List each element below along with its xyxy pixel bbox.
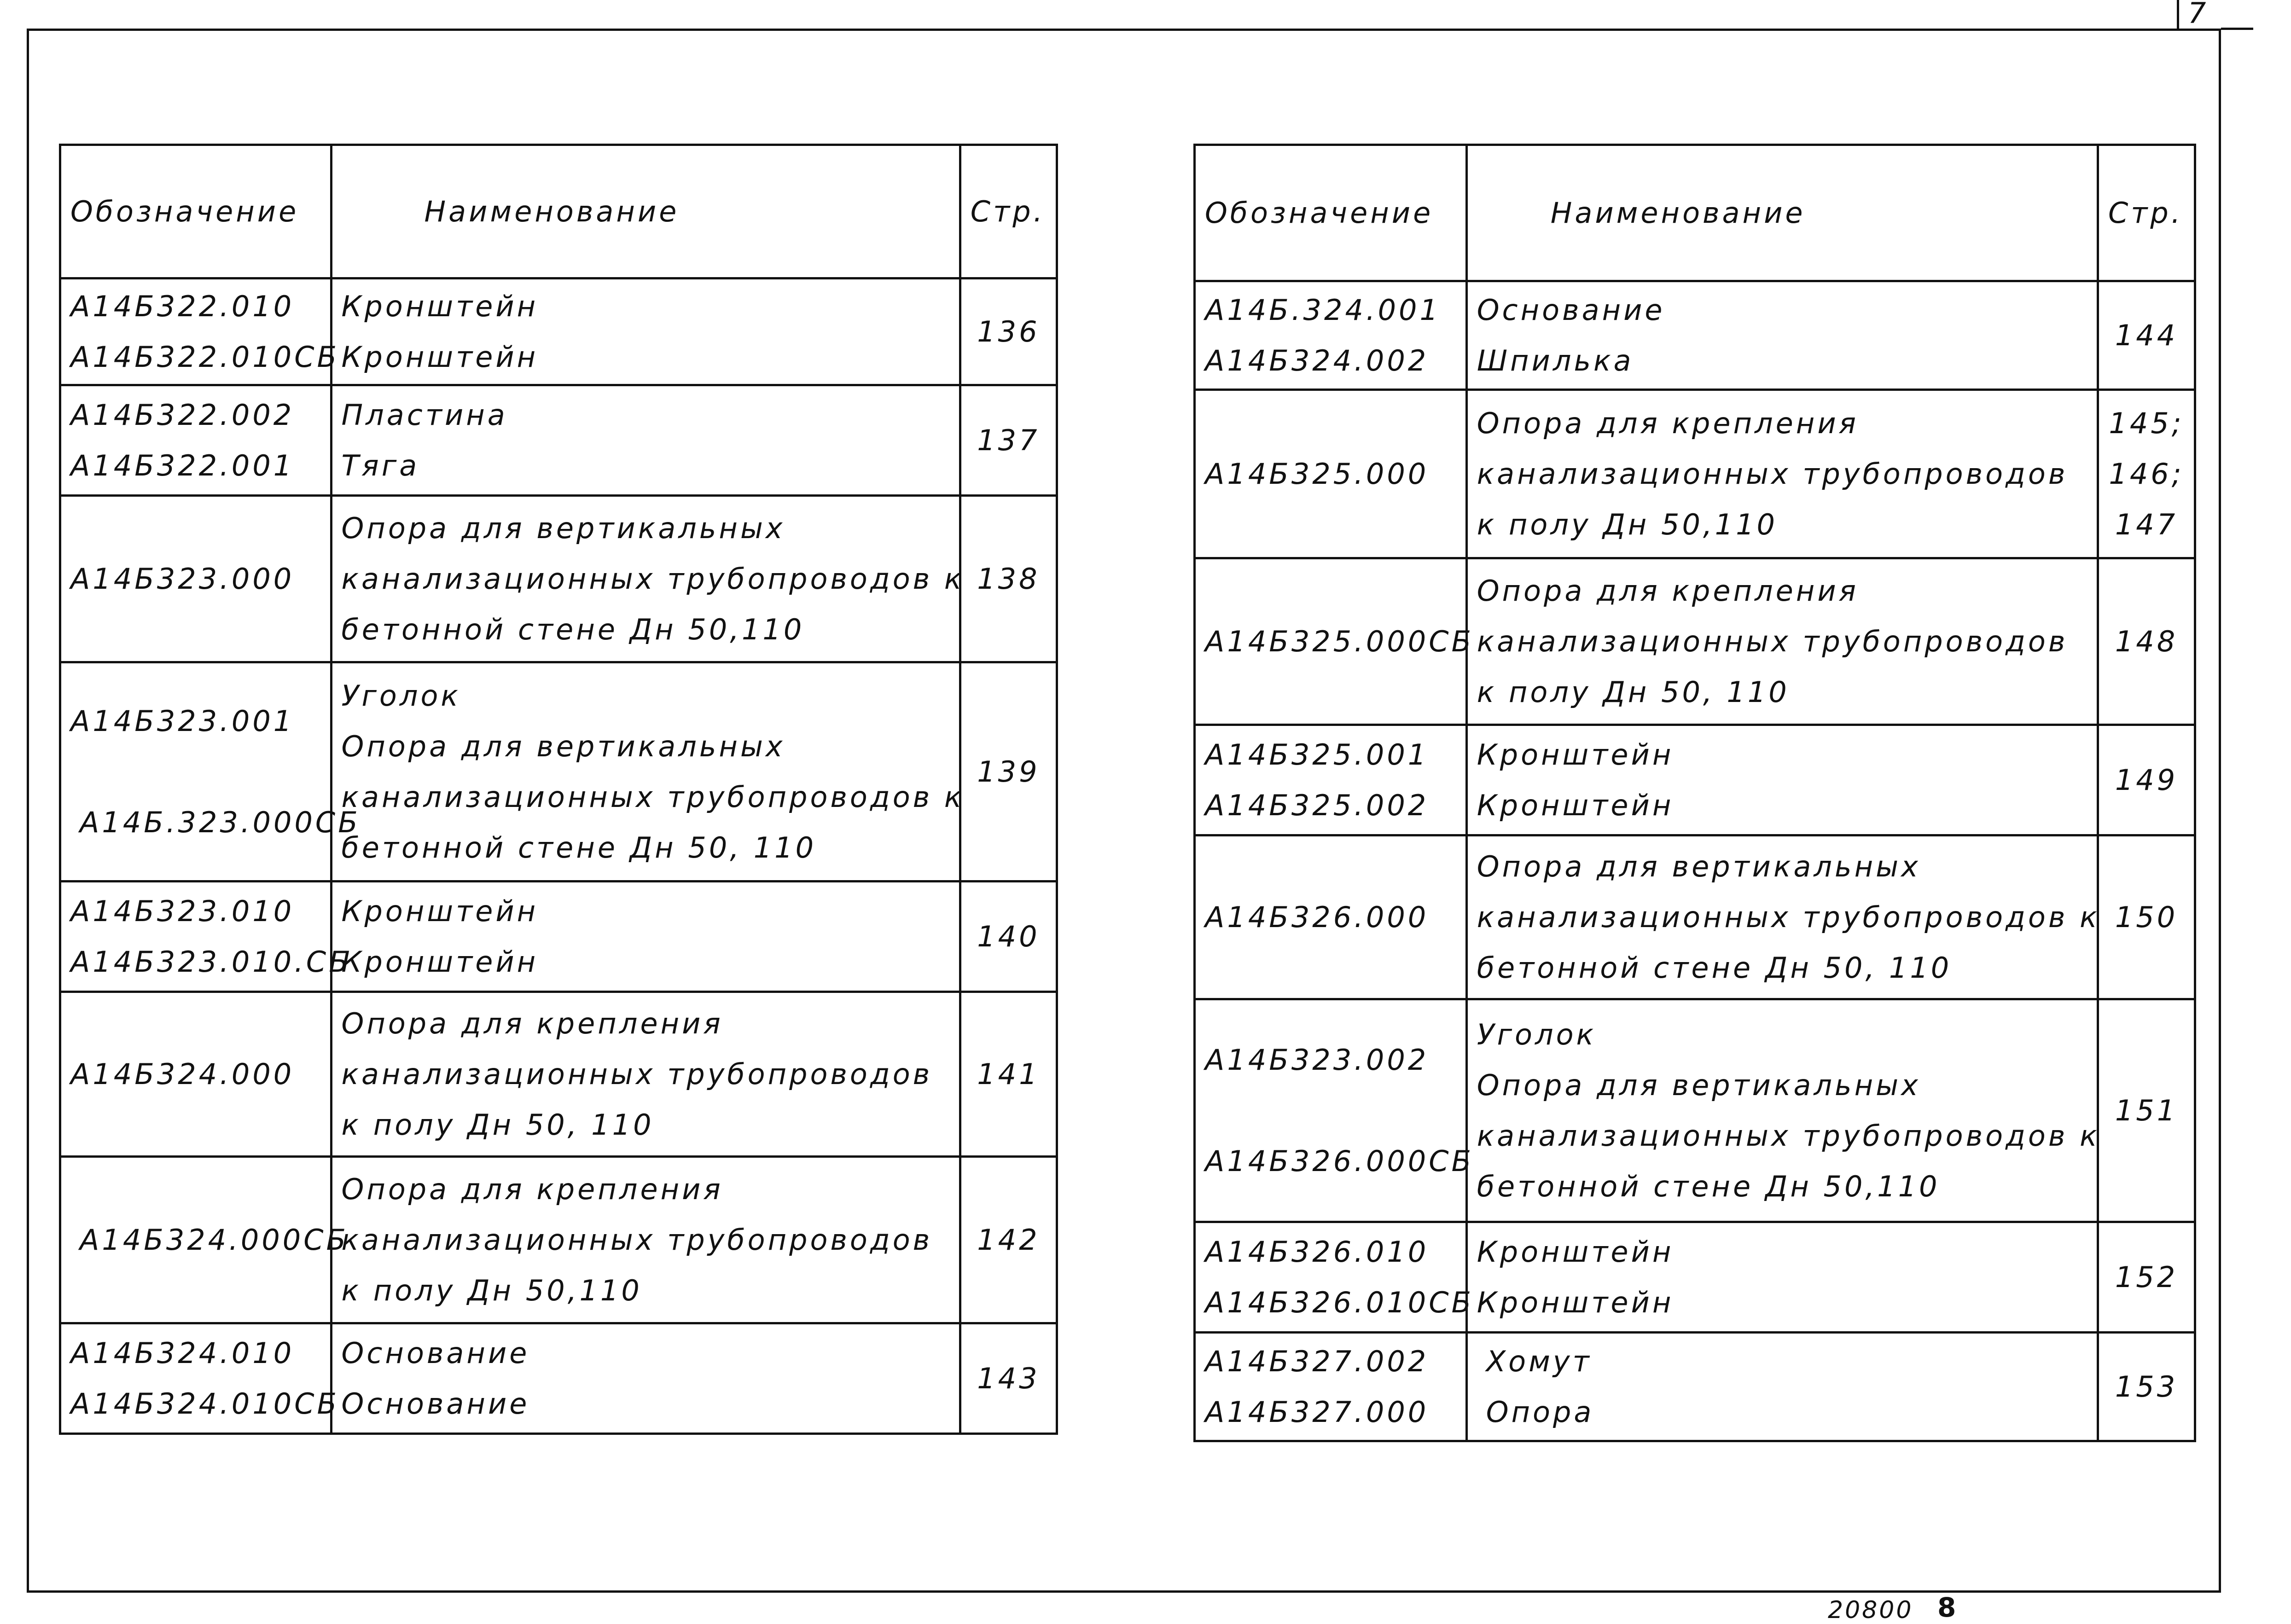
row-code: А14Б324.002 [1205, 343, 1429, 377]
row-codes [60, 662, 361, 882]
row-code: А14Б323.010.СБ [70, 945, 351, 979]
row-page: 142 [960, 1157, 1057, 1323]
row-code: А14Б324.010 [70, 1336, 295, 1370]
table-row [60, 662, 1057, 882]
row-page-value: 152 [2115, 1260, 2178, 1294]
table-row [1195, 999, 2195, 1222]
row-names [1466, 1222, 2098, 1333]
row-code: А14Б322.010СБ [70, 340, 340, 374]
row-codes [1195, 1333, 1467, 1441]
header-code: Обозначение [1195, 145, 1467, 281]
row-name: Кронштейн [341, 945, 539, 979]
row-codes [1195, 999, 1474, 1222]
row-pages [2098, 390, 2195, 558]
row-names [1466, 999, 2098, 1222]
row-name: бетонной стене Дн 50, 110 [341, 830, 817, 864]
row-page: 136 [960, 278, 1057, 385]
row-name: Уголок [1477, 1017, 1596, 1051]
row-name: канализационных трубопроводов к [1477, 900, 2100, 934]
header-name: Наименование [1466, 145, 2098, 281]
row-page-value: 153 [2115, 1369, 2178, 1404]
row-names [1466, 725, 2098, 835]
row-names [1466, 558, 2098, 725]
row-codes [60, 882, 351, 992]
row-name: Основание [341, 1386, 530, 1421]
row-name: к полу Дн 50, 110 [1477, 675, 1790, 709]
row-code: А14Б325.000СБ [1205, 624, 1474, 658]
spec-table-left [59, 144, 1058, 1435]
row-code: А14Б326.000 [1205, 900, 1429, 934]
row-names [331, 882, 960, 992]
row-code: А14Б326.000СБ [1205, 1144, 1474, 1178]
row-page-value: 145; [2109, 406, 2184, 440]
row-code: А14Б.324.001 [1205, 293, 1441, 327]
row-name: Опора для крепления [341, 1006, 723, 1040]
row-codes [1195, 281, 1467, 390]
table-header-row [1195, 145, 2195, 281]
row-codes [60, 278, 340, 385]
table-row [60, 1323, 1057, 1434]
row-name: Опора для крепления [341, 1172, 723, 1206]
row-page-value: 146; [2109, 457, 2184, 491]
row-code: А14Б325.000 [1205, 457, 1429, 491]
row-page [2098, 1222, 2195, 1333]
row-code [70, 747, 321, 797]
row-code: А14Б327.000 [1205, 1395, 1429, 1429]
row-name: бетонной стене Дн 50,110 [1477, 1169, 1940, 1203]
row-names [331, 992, 960, 1157]
row-codes [60, 1323, 340, 1434]
row-name: Кронштейн [341, 289, 539, 323]
row-name: Основание [341, 1336, 530, 1370]
row-page [2098, 835, 2195, 999]
row-name: канализационных трубопроводов [341, 1223, 933, 1257]
table-row [1195, 725, 2195, 835]
row-code: А14Б323.001 [70, 704, 295, 738]
row-code: А14Б.323.000СБ [80, 805, 361, 839]
table-row [1195, 558, 2195, 725]
row-page-value: 144 [2115, 318, 2178, 352]
row-codes [1195, 558, 1474, 725]
row-code: А14Б323.002 [1205, 1043, 1429, 1077]
row-code: А14Б324.000 [70, 1057, 295, 1091]
table-row [60, 278, 1057, 385]
table-row [60, 882, 1057, 992]
row-page: 138 [960, 496, 1057, 662]
row-name: Кронштейн [1477, 1285, 1674, 1319]
row-page-value: 147 [2115, 507, 2178, 541]
row-name: канализационных трубопроводов к [341, 562, 965, 596]
row-page-value: 150 [2115, 900, 2178, 934]
row-name: Опора для крепления [1477, 406, 1859, 440]
row-code: А14Б322.010 [70, 289, 295, 323]
row-names [331, 1323, 960, 1434]
row-names [1466, 281, 2098, 390]
row-code: А14Б323.000 [70, 562, 295, 596]
row-name: Опора для крепления [1477, 574, 1859, 608]
row-codes [1195, 835, 1467, 999]
row-page: 141 [960, 992, 1057, 1157]
row-page: 137 [960, 385, 1057, 496]
row-name: к полу Дн 50,110 [341, 1273, 642, 1307]
row-name: канализационных трубопроводов [1477, 624, 2068, 658]
table-header-row [60, 145, 1057, 278]
row-name: Кронштейн [341, 894, 539, 928]
row-name: Кронштейн [341, 340, 539, 374]
row-page: 143 [960, 1323, 1057, 1434]
row-name: Кронштейн [1477, 1235, 1674, 1269]
row-codes [60, 1157, 349, 1323]
row-code: А14Б326.010 [1205, 1235, 1429, 1269]
row-names [331, 662, 965, 882]
table-row [60, 496, 1057, 662]
row-code: А14Б325.001 [1205, 737, 1429, 771]
row-names [331, 1157, 960, 1323]
row-name: Шпилька [1477, 343, 1634, 377]
sheet-number: 7 [2188, 0, 2206, 30]
row-name: Опора для вертикальных [1477, 1068, 1921, 1102]
row-names [331, 496, 965, 662]
row-codes [60, 385, 331, 496]
row-name: Хомут [1486, 1344, 1592, 1378]
row-page [2098, 999, 2195, 1222]
row-name: бетонной стене Дн 50, 110 [1477, 951, 1952, 985]
row-name: Кронштейн [1477, 788, 1674, 822]
row-page [2098, 725, 2195, 835]
row-codes [60, 992, 331, 1157]
footer-sheet-number: 8 [1937, 1592, 1956, 1623]
header-name: Наименование [331, 145, 960, 278]
row-name: Опора для вертикальных [1477, 849, 1921, 883]
row-code: А14Б324.010СБ [70, 1386, 340, 1421]
row-codes [1195, 1222, 1474, 1333]
row-code: А14Б322.002 [70, 398, 295, 432]
table-row [1195, 1222, 2195, 1333]
row-name: Опора [1486, 1395, 1594, 1429]
row-name: к полу Дн 50,110 [1477, 507, 1778, 541]
table-row [1195, 281, 2195, 390]
row-page-value: 151 [2115, 1093, 2178, 1127]
row-codes [1195, 725, 1467, 835]
row-page-value: 149 [2115, 763, 2178, 797]
table-row [60, 1157, 1057, 1323]
row-names [331, 278, 960, 385]
row-name: канализационных трубопроводов к [1477, 1119, 2100, 1153]
table-row [1195, 390, 2195, 558]
header-page: Стр. [960, 145, 1057, 278]
row-page [2098, 558, 2195, 725]
row-code: А14Б327.002 [1205, 1344, 1429, 1378]
row-codes [1195, 390, 1467, 558]
sheet-number-box-rule [2221, 28, 2253, 30]
table-row [60, 992, 1057, 1157]
row-name: Опора для вертикальных [341, 511, 785, 545]
row-page: 140 [960, 882, 1057, 992]
row-names [1466, 1333, 2098, 1441]
spec-table-right [1193, 144, 2196, 1442]
row-page-value: 148 [2115, 624, 2178, 658]
row-name: Кронштейн [1477, 737, 1674, 771]
row-names [1466, 390, 2098, 558]
row-names [331, 385, 960, 496]
row-page [2098, 281, 2195, 390]
row-name: бетонной стене Дн 50,110 [341, 612, 805, 646]
row-name: канализационных трубопроводов [341, 1057, 933, 1091]
row-name: к полу Дн 50, 110 [341, 1108, 654, 1142]
row-page: 139 [960, 662, 1057, 882]
row-name: Опора для вертикальных [341, 729, 785, 763]
row-name: канализационных трубопроводов к [341, 780, 965, 814]
row-name: канализационных трубопроводов [1477, 457, 2068, 491]
row-code: А14Б324.000СБ [80, 1223, 349, 1257]
row-page [2098, 1333, 2195, 1441]
table-row [1195, 835, 2195, 999]
footer-doc-code: 20800 [1828, 1596, 1913, 1624]
row-code: А14Б326.010СБ [1205, 1285, 1474, 1319]
row-name: Основание [1477, 293, 1665, 327]
row-code: А14Б323.010 [70, 894, 295, 928]
row-name: Тяга [341, 448, 420, 482]
row-codes [60, 496, 331, 662]
table-row [1195, 1333, 2195, 1441]
row-name: Пластина [341, 398, 508, 432]
row-code: А14Б325.002 [1205, 788, 1429, 822]
table-row [60, 385, 1057, 496]
row-code [1205, 1085, 1456, 1136]
header-page: Стр. [2098, 145, 2195, 281]
header-code: Обозначение [60, 145, 331, 278]
row-code: А14Б322.001 [70, 448, 295, 482]
row-names [1466, 835, 2098, 999]
row-name: Уголок [341, 679, 461, 713]
